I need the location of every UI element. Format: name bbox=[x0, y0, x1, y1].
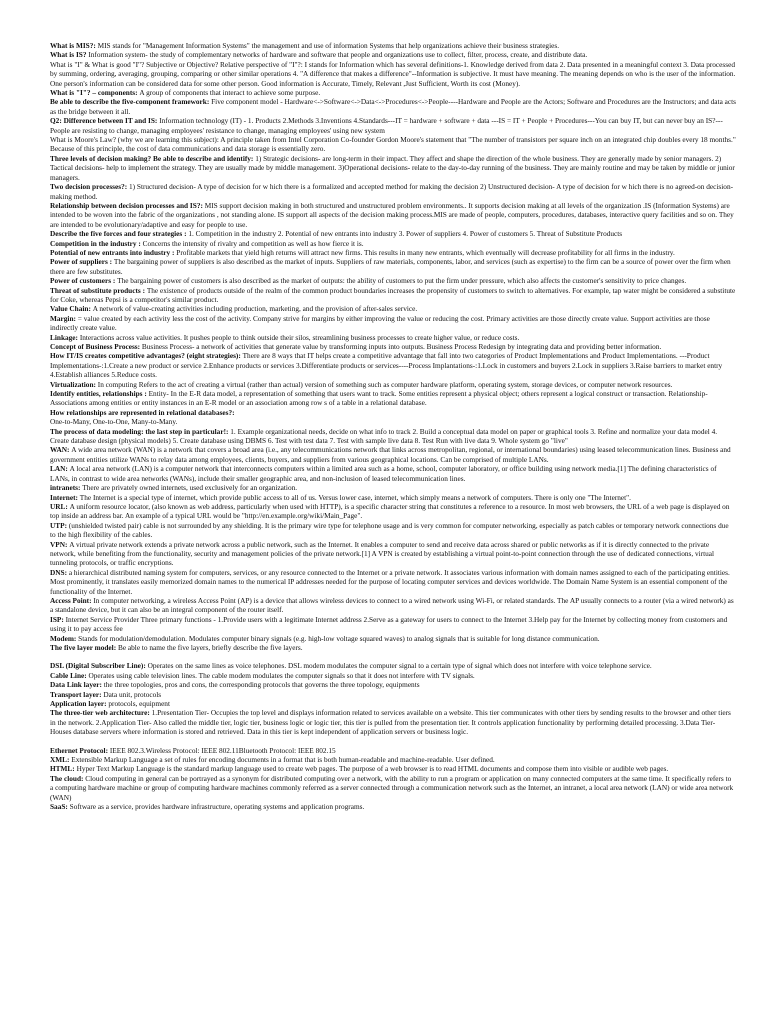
paragraph-gap bbox=[50, 737, 736, 746]
paragraph-body: Business Process- a network of activities that generate value by transforming inputs into outputs. Business Process Redesign by integrating data and providing better information. bbox=[141, 342, 662, 351]
paragraph-heading: SaaS: bbox=[50, 802, 70, 812]
paragraph-body: Hyper Text Markup Language is the standard markup language used to create web pages. The purpose of a web browser is to read HTML documents and compose them into visible or audible web pages. bbox=[76, 764, 669, 774]
paragraph-heading: Virtualization: bbox=[50, 379, 98, 389]
paragraph bbox=[50, 257, 736, 276]
paragraph-heading: Linkage: bbox=[50, 332, 80, 342]
paragraph bbox=[50, 154, 736, 182]
paragraph-heading: Cable Line: bbox=[50, 670, 89, 680]
paragraph-heading: Data Link layer: bbox=[50, 680, 104, 690]
paragraph-body: Cloud computing in general can be portrayed as a synonym for distributed computing over a network, with the ability to run a program or application on many connected computers at the same time. It specifically refers to a computing hardware machine or group of computing hardware machines commonly referred as a server connected through a communication network such as the Internet, an intranet, a local area network (LAN) or wide area network (WAN) bbox=[50, 773, 734, 802]
paragraph-body: MIS stands for "Management Information Systems" the management and use of information Systems that help organizations achieve their business strategies. bbox=[97, 41, 560, 50]
paragraph-heading: The process of data modeling: the last step in particular!: bbox=[50, 426, 231, 436]
paragraph bbox=[50, 417, 736, 426]
paragraph-heading: Threat of substitute products : bbox=[50, 285, 147, 295]
paragraph-heading: Identify entities, relationships : bbox=[50, 389, 149, 399]
paragraph-heading: VPN: bbox=[50, 539, 70, 549]
paragraph bbox=[50, 699, 736, 708]
paragraph-heading: DSL (Digital Subscriber Line): bbox=[50, 661, 148, 671]
paragraph-body: protocols, equipment bbox=[108, 699, 170, 709]
paragraph bbox=[50, 351, 736, 379]
paragraph bbox=[50, 50, 736, 59]
paragraph-heading: Transport layer: bbox=[50, 689, 104, 699]
paragraph-heading: Two decision processes?: bbox=[50, 182, 129, 192]
paragraph-body: (unshielded twisted pair) cable is not surrounded by any shielding. It is the primary wire type for telephone usage and is very common for computer networking, especially as patch cables or temporary network connections due to the high flexibility of the cables. bbox=[50, 520, 729, 540]
paragraph-body: A virtual private network extends a private network across a public network, such as the Internet. It enables a computer to send and receive data across shared or public networks as if it is directly connected to the private network, while benefiting from the functionality, security and management policies of the private network.[1] A VPN is created by establishing a virtual point-to-point connection through the use of dedicated connections, virtual tunneling protocols, or traffic encryptions. bbox=[50, 539, 715, 568]
paragraph-body: = value created by each activity less the cost of the activity. Company strive for margins by either improving the value or reducing the cost. Primary activities are those directly create value. Support activities are those indirectly create value. bbox=[50, 313, 710, 333]
paragraph-heading: URL: bbox=[50, 501, 70, 511]
paragraph bbox=[50, 493, 736, 502]
paragraph-heading: Access Point: bbox=[50, 595, 94, 605]
paragraph-body: the three topologies, pros and cons, the corresponding protocols that governs the three topology, equipments bbox=[103, 680, 420, 690]
paragraph bbox=[50, 88, 736, 97]
paragraph-body: 1) Structured decision- A type of decision for w hich there is a formalized and accepted method for making the decision 2) Unstructured decision- A type of decision for w hich there is no agreed-on decision-making method. bbox=[50, 182, 734, 201]
paragraph-body: Data unit, protocols bbox=[103, 689, 162, 699]
paragraph-heading: Potential of new entrants into industry : bbox=[50, 247, 177, 257]
paragraph bbox=[50, 342, 736, 351]
paragraph-heading: Margin: bbox=[50, 313, 78, 323]
paragraph-heading: DNS: bbox=[50, 567, 69, 577]
paragraph-heading: Internet: bbox=[50, 492, 80, 502]
paragraph bbox=[50, 286, 736, 305]
paragraph-body: 1.Presentation Tier- Occupies the top level and displays information related to services available on a website. This tier communicates with other tiers by sending results to the browser and other tiers in the network. 2.Application Tier- Also called the middle tier, logic tier, business logic or logic tier, this tier is pulled from the presentation tier. It controls application functionality by performing detailed processing. 3.Data Tier- Houses database servers where information is stored and retrieved. Data in this tier is kept independent of application servers or business logic. bbox=[50, 708, 731, 737]
paragraph-heading: WAN: bbox=[50, 445, 72, 455]
paragraph-body: a hierarchical distributed naming system for computers, services, or any resource connected to the Internet or a private network. It associates various information with domain names assigned to each of the participating entities. Most prominently, it translates easily memorized domain names to the numerical IP addresses needed for the purpose of locating computer services and devices worldwide. The Domain Name System is an essential component of the functionality of the Internet. bbox=[50, 567, 730, 596]
paragraph-body: Concerns the intensity of rivalry and competition as well as how fierce it is. bbox=[142, 238, 364, 248]
paragraph bbox=[50, 380, 736, 389]
paragraph-heading: What is MIS?: bbox=[50, 41, 98, 50]
paragraph-heading: What is "I"? – components: bbox=[50, 88, 140, 98]
paragraph bbox=[50, 755, 736, 764]
paragraph-body: Operates on the same lines as voice telephones. DSL modem modulates the computer signal to a certain type of signal which does not interfere with voice telephone service. bbox=[147, 661, 652, 671]
paragraph-body: A wide area network (WAN) is a network that covers a broad area (i.e., any telecommunications network that links across metropolitan, regional, or international boundaries) using leased telecommunication lines. Business and government entities utilize WANs to relay data among employees, clients, buyers, and suppliers from various geographical locations. Can be comprised of multiple LANs. bbox=[50, 445, 731, 464]
paragraph-body: Stands for modulation/demodulation. Modulates computer binary signals (e.g. high-low voltage squared waves) to analog signals that is suitable for long distance communication. bbox=[78, 633, 600, 643]
paragraph bbox=[50, 671, 736, 680]
paragraph-body: A local area network (LAN) is a computer network that interconnects computers within a limited area such as a home, school, computer laboratory, or office building using network media.[1] The defining characteristics of LANs, in contrast to wide area networks (WANs), include their smaller geographic area, and non-inclusion of leased telecommunication lines. bbox=[50, 464, 717, 483]
paragraph-heading: XML: bbox=[50, 755, 72, 765]
paragraph-body: Five component model - Hardware<->Software<->Data<->Procedures<->People----Hardware and People are the Actors; Software and Procedures are the Instructors; and data acts as the bridge between it all. bbox=[50, 97, 736, 116]
paragraph-body: Entity- In the E-R data model, a representation of something that users want to track. Some entities represent a physical object; others represent a logical construct or transaction. Relationship- Associations among entities or entity instances in an E-R model or an association among row s of a table in a relational database. bbox=[50, 389, 708, 408]
paragraph-heading: Concept of Business Process: bbox=[50, 342, 142, 351]
paragraph-body: 1. Competition in the industry 2. Potential of new entrants into industry 3. Power of suppliers 4. Power of customers 5. Threat of Substitute Products bbox=[188, 229, 623, 239]
paragraph bbox=[50, 568, 736, 596]
paragraph-body: Information technology (IT) - 1. Products 2.Methods 3.Inventions 4.Standards---IT = hardware + software + data ---IS = IT + People + Procedures---You can buy IT, but can never buy an IS?---People are resisting to change, managing employees' resistance to change, managing employees' using new system bbox=[50, 116, 723, 135]
paragraph-body: The bargaining power of customers is also described as the market of outputs: the ability of customers to put the firm under pressure, which also affects the customer's sensitivity to price changes. bbox=[117, 276, 687, 286]
paragraph bbox=[50, 634, 736, 643]
paragraph bbox=[50, 276, 736, 285]
paragraph-body: There are 8 ways that IT helps create a competitive advantage that fall into two categories of Product Implementations and Product Implementations. ---Product Implementations-:1.Create a new product or service 2.Enhance products or services 3.Differentiate products or services----Process Implantations-:1.Lock in customers and buyers 2.Lock in suppliers 3.Raise barriers to market entry 4.Establish alliances 5.Reduce costs. bbox=[50, 351, 723, 380]
paragraph-body: What is Moore's Law? (why we are learning this subject): A principle taken from Intel Corporation Co-founder Gordon Moore's statement that "The number of transistors per square inch on an integrated chip doubles every 18 months." Because of this principle, the cost of data communications and data storage is essentially zero. bbox=[50, 135, 736, 154]
paragraph bbox=[50, 540, 736, 568]
paragraph bbox=[50, 116, 736, 135]
paragraph bbox=[50, 445, 736, 464]
paragraph bbox=[50, 774, 736, 802]
paragraph-body: Be able to name the five layers, briefly describe the five layers. bbox=[117, 643, 303, 652]
paragraph-body: In computing Refers to the act of creating a virtual (rather than actual) version of something such as computer hardware platform, operating system, storage devices, or computer network resources. bbox=[97, 379, 673, 389]
paragraph-body: Operates using cable television lines. The cable modem modulates the computer signals so that it does not interfere with TV signals. bbox=[88, 670, 475, 680]
paragraph-heading: Power of customers : bbox=[50, 276, 118, 286]
paragraph bbox=[50, 41, 736, 50]
paragraph bbox=[50, 333, 736, 342]
paragraph bbox=[50, 182, 736, 201]
paragraph-body: There are privately owned internets, used exclusively for an organization. bbox=[82, 483, 298, 493]
paragraph-heading: Describe the five forces and four strategies : bbox=[50, 229, 189, 239]
paragraph-body: MIS support decision making in both structured and unstructured problem environments.. It supports decision making at all levels of the organization .IS (Information Systems) are intended to be woven into the fabric of the organizations , not standing alone. IS support all aspects of the decision making process.MIS are made of people, computers, procedures, databases, interactive query facilities and so on. They are intended to be evolutionary/adaptive and easy for people to use. bbox=[50, 200, 734, 229]
paragraph bbox=[50, 239, 736, 248]
paragraph-heading: The three-tier web architecture: bbox=[50, 708, 152, 718]
paragraph-body: In computer networking, a wireless Access Point (AP) is a device that allows wireless devices to connect to a wired network using Wi-Fi, or related standards. The AP usually connects to a router (via a wired network) as a standalone device, but it can also be an integral component of the router itself. bbox=[50, 595, 734, 615]
paragraph bbox=[50, 464, 736, 483]
paragraph-body: What is "I" & What is good "I"? Subjective or Objective? Relative perspective of "I"?: I stands for Information which has several definitions-1. Knowledge derived from data 2. Data presented in a meaningful context 3. Data processed by summing, ordering, averaging, grouping, comparing or other similar operations 4. "A difference that makes a difference"--Information is subjective. It must have meaning. The meaning depends on who is the user of the information. One person's information can be considered data for some other person. Good information is Accurate, Timely, Relevant ,Just Sufficient, Worth its cost (Money). bbox=[50, 59, 736, 88]
paragraph bbox=[50, 427, 736, 446]
paragraph-heading: The cloud: bbox=[50, 773, 86, 783]
paragraph-heading: Application layer: bbox=[50, 699, 109, 709]
paragraph bbox=[50, 643, 736, 652]
paragraph-body: A network of value-creating activities including production, marketing, and the provision of after-sales service. bbox=[92, 304, 418, 314]
paragraph bbox=[50, 389, 736, 408]
paragraph-heading: Three levels of decision making? Be able to describe and identify: bbox=[50, 153, 256, 163]
paragraph-heading: Modem: bbox=[50, 633, 79, 643]
paragraph bbox=[50, 690, 736, 699]
paragraph bbox=[50, 97, 736, 116]
paragraph-gap bbox=[50, 652, 736, 661]
paragraph-body: One-to-Many, One-to-One, Many-to-Many. bbox=[50, 417, 178, 427]
paragraph bbox=[50, 314, 736, 333]
paragraph-heading: What is IS? bbox=[50, 50, 89, 60]
paragraph bbox=[50, 135, 736, 154]
paragraph bbox=[50, 201, 736, 229]
paragraph-heading: Q2: Difference between IT and IS: bbox=[50, 116, 160, 126]
paragraph bbox=[50, 408, 736, 417]
paragraph bbox=[50, 521, 736, 540]
paragraph bbox=[50, 661, 736, 670]
paragraph-heading: UTP: bbox=[50, 520, 69, 530]
paragraph-body: A group of components that interact to achieve some purpose. bbox=[139, 88, 321, 98]
paragraph-body: Internet Service Provider Three primary functions - 1.Provide users with a legitimate Internet address 2.Serve as a gateway for users to connect to the Internet 3.Help pay for the Internet by collecting money from customers and using it to pay access fee bbox=[50, 614, 728, 634]
paragraph-heading: How relationships are represented in relational databases?: bbox=[50, 407, 235, 417]
paragraph-heading: Power of suppliers : bbox=[50, 257, 114, 267]
paragraph-body: The bargaining power of suppliers is also described as the market of inputs. Suppliers of raw materials, components, labor, and services (such as expertise) to the firm can be a source of power over the firm when there are few substitutes. bbox=[50, 257, 731, 276]
paragraph-body: 1) Strategic decisions- are long-term in their impact. They affect and shape the direction of the whole business. They are generally made by senior managers. 2) Tactical decisions- help to implement the strategy. They are usually made by middle management. 3)Operational decisions- relate to the day-to-day running of the business. They are mainly routine and may be taken by middle or junior managers. bbox=[50, 153, 735, 182]
paragraph bbox=[50, 502, 736, 521]
paragraph-heading: LAN: bbox=[50, 464, 70, 474]
paragraph-heading: Competition in the industry : bbox=[50, 238, 143, 248]
paragraph-body: Profitable markets that yield high returns will attract new firms. This results in many new entrants, which eventually will decrease profitability for all firms in the industry. bbox=[176, 247, 675, 257]
paragraph-body: Information system- the study of complementary networks of hardware and software that people and organizations use to collect, filter, process, create, and distribute data. bbox=[88, 50, 588, 60]
paragraph bbox=[50, 60, 736, 88]
paragraph bbox=[50, 483, 736, 492]
paragraph-body: IEEE 802.3.Wireless Protocol: IEEE 802.11Bluetooth Protocol: IEEE 802.15 bbox=[109, 745, 336, 755]
paragraph-heading: How IT/IS creates competitive advantages? (eight strategies): bbox=[50, 351, 243, 361]
paragraph bbox=[50, 596, 736, 615]
paragraph-body: 1. Example organizational needs, decide on what info to track 2. Build a conceptual data model on paper or graphical tools 3. Refine and normalize your data model 4. Create database design (physical models) 5. Create database using DBMS 6. Test with test data 7. Test with sample live data 8. Test Run with live data 9. Whole system go "live" bbox=[50, 426, 718, 446]
paragraph bbox=[50, 680, 736, 689]
paragraph bbox=[50, 229, 736, 238]
paragraph-heading: Be able to describe the five-component framework: bbox=[50, 97, 212, 107]
paragraph bbox=[50, 802, 736, 811]
paragraph bbox=[50, 708, 736, 736]
paragraph-body: The Internet is a special type of internet, which provide public access to all of us. Versus lower case, internet, which simply means a network of computers. There is only one "The Internet". bbox=[79, 492, 631, 502]
paragraph-heading: HTML: bbox=[50, 764, 77, 774]
paragraph bbox=[50, 764, 736, 773]
paragraph-body: The existence of products outside of the realm of the common product boundaries increases the propensity of customers to switch to alternatives. For example, tap water might be considered a substitute for Coke, whereas Pepsi is a competitor's similar product. bbox=[50, 285, 736, 304]
paragraph-heading: Value Chain: bbox=[50, 304, 93, 314]
paragraph-heading: Ethernet Protocol: bbox=[50, 745, 110, 755]
paragraph-heading: ISP: bbox=[50, 614, 66, 624]
paragraph-heading: Relationship between decision processes and IS?: bbox=[50, 200, 205, 210]
paragraph-body: A uniform resource locator, (also known as web address, particularly when used with HTTP), is a specific character string that constitutes a reference to a resource. In most web browsers, the URL of a web page is displayed on top inside an address bar. An example of a typical URL would be "http://en.example.org/wiki/Main_Page". bbox=[50, 501, 730, 521]
paragraph-heading: The five layer model: bbox=[50, 643, 118, 652]
paragraph bbox=[50, 248, 736, 257]
paragraph bbox=[50, 304, 736, 313]
paragraph-heading: intranets: bbox=[50, 483, 83, 493]
paragraph bbox=[50, 615, 736, 634]
paragraph-body: Software as a service, provides hardware infrastructure, operating systems and application programs. bbox=[69, 802, 365, 812]
paragraph-body: Interactions across value activities. It pushes people to think outside their silos, streamlining business processes to create higher value, or reduce costs. bbox=[79, 332, 520, 342]
paragraph-body: Extensible Markup Language a set of rules for encoding documents in a format that is both human-readable and machine-readable. User defined. bbox=[71, 755, 495, 765]
paragraph bbox=[50, 746, 736, 755]
